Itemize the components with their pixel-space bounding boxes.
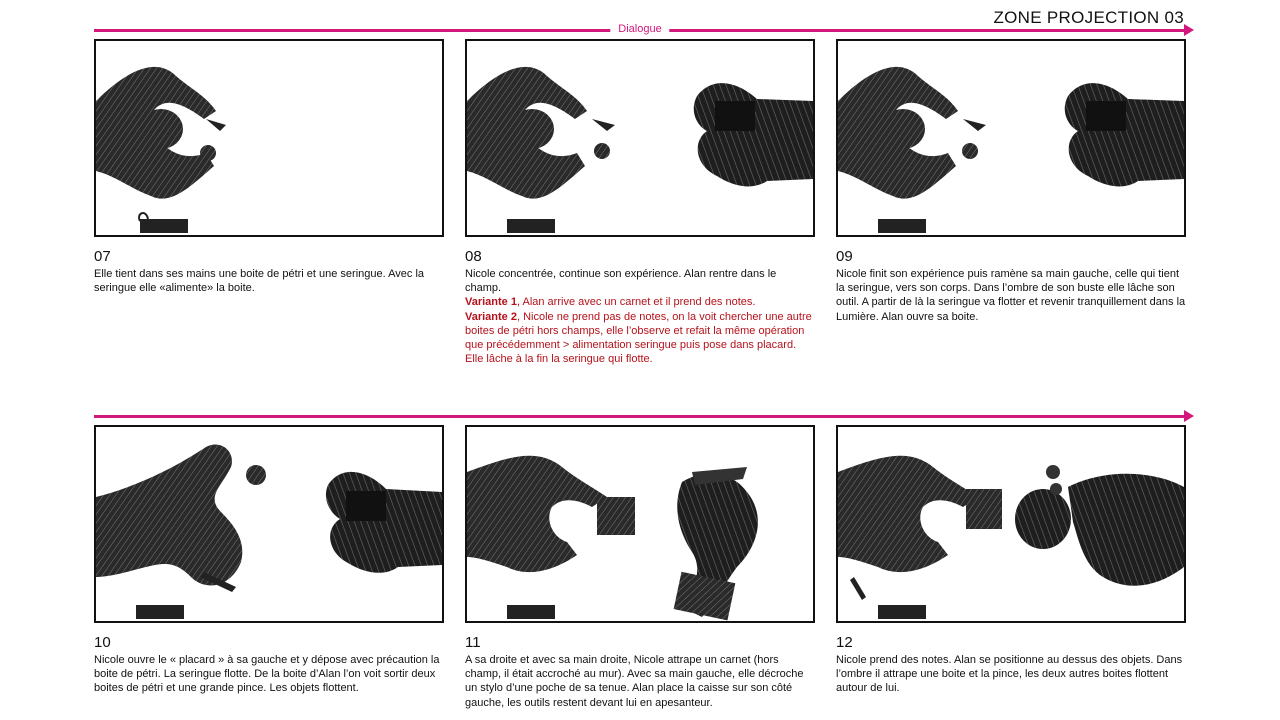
sketch-nicole (96, 41, 442, 235)
storyboard-panel-11 (465, 425, 815, 623)
storyboard-panel-12 (836, 425, 1186, 623)
variant-1-text: , Alan arrive avec un carnet et il prend des notes. (516, 296, 756, 309)
variant-1 (465, 295, 815, 309)
caption-10 (94, 634, 444, 696)
variant-2-label: Variante 2 (465, 310, 517, 323)
dialogue-label: Dialogue (610, 20, 669, 38)
variant-2 (465, 310, 815, 367)
panel-description: Nicole concentrée, continue son expérience. Alan rentre dans le champ. (465, 268, 777, 295)
caption-07 (94, 248, 444, 295)
variant-2-text: , Nicole ne prend pas de notes, on la voit chercher une autre boites de pétri hors champs, elle l’observe et refait la même opération que précédemment > alimentation seringue puis pose dans placard. Elle lâche à la fin la seringue qui flotte. (465, 310, 812, 366)
page-title: ZONE PROJECTION 03 (993, 8, 1184, 27)
panel-number: 12 (836, 634, 853, 651)
panel-description: Nicole prend des notes. Alan se positionne au dessus des objets. Dans l’ombre il attrape une boite et la pince, les deux autres boites flottent autour de lui. (836, 654, 1183, 695)
panel-description: Nicole ouvre le « placard » à sa gauche et y dépose avec précaution la boite de pétri. La seringue flotte. De la boite d’Alan l’on voit sortir deux boites de pétri et une grande pince. Les objets flottent. (94, 654, 440, 695)
sketch-notes (838, 427, 1184, 621)
panel-number: 08 (465, 248, 482, 265)
caption-11 (465, 634, 815, 710)
storyboard-panel-09 (836, 39, 1186, 237)
sketch-placard (96, 427, 442, 621)
caption-08 (465, 248, 815, 366)
panel-description: Nicole finit son expérience puis ramène sa main gauche, celle qui tient la seringue, vers son corps. Dans l’ombre de son buste elle lâche son outil. A partir de là la seringue va flotter et revenir tranquillement dans la Lumière. Alan ouvre sa boite. (836, 268, 1186, 323)
sketch-nicole-alan (467, 41, 813, 235)
panel-description: A sa droite et avec sa main droite, Nicole attrape un carnet (hors champ, il était accroché au mur). Avec sa main gauche, elle décroche un stylo d’une poche de sa tenue. Alan place la caisse sur son côté gauche, les outils restent devant lui en apesanteur. (465, 654, 804, 709)
sketch-carnet (467, 427, 813, 621)
panel-number: 11 (465, 634, 481, 651)
panel-number: 10 (94, 634, 111, 651)
storyboard-panel-07 (94, 39, 444, 237)
storyboard-panel-10 (94, 425, 444, 623)
panel-description: Elle tient dans ses mains une boite de pétri et une seringue. Avec la seringue elle «alimente» la boite. (94, 268, 425, 295)
sketch-nicole-alan-2 (838, 41, 1184, 235)
storyboard-panel-08 (465, 39, 815, 237)
caption-09 (836, 248, 1186, 324)
timeline-arrow (94, 415, 1186, 418)
panel-number: 09 (836, 248, 853, 265)
caption-12 (836, 634, 1186, 696)
panel-number: 07 (94, 248, 111, 265)
variant-1-label: Variante 1 (465, 296, 517, 309)
timeline-arrow-dialogue (94, 23, 1186, 35)
